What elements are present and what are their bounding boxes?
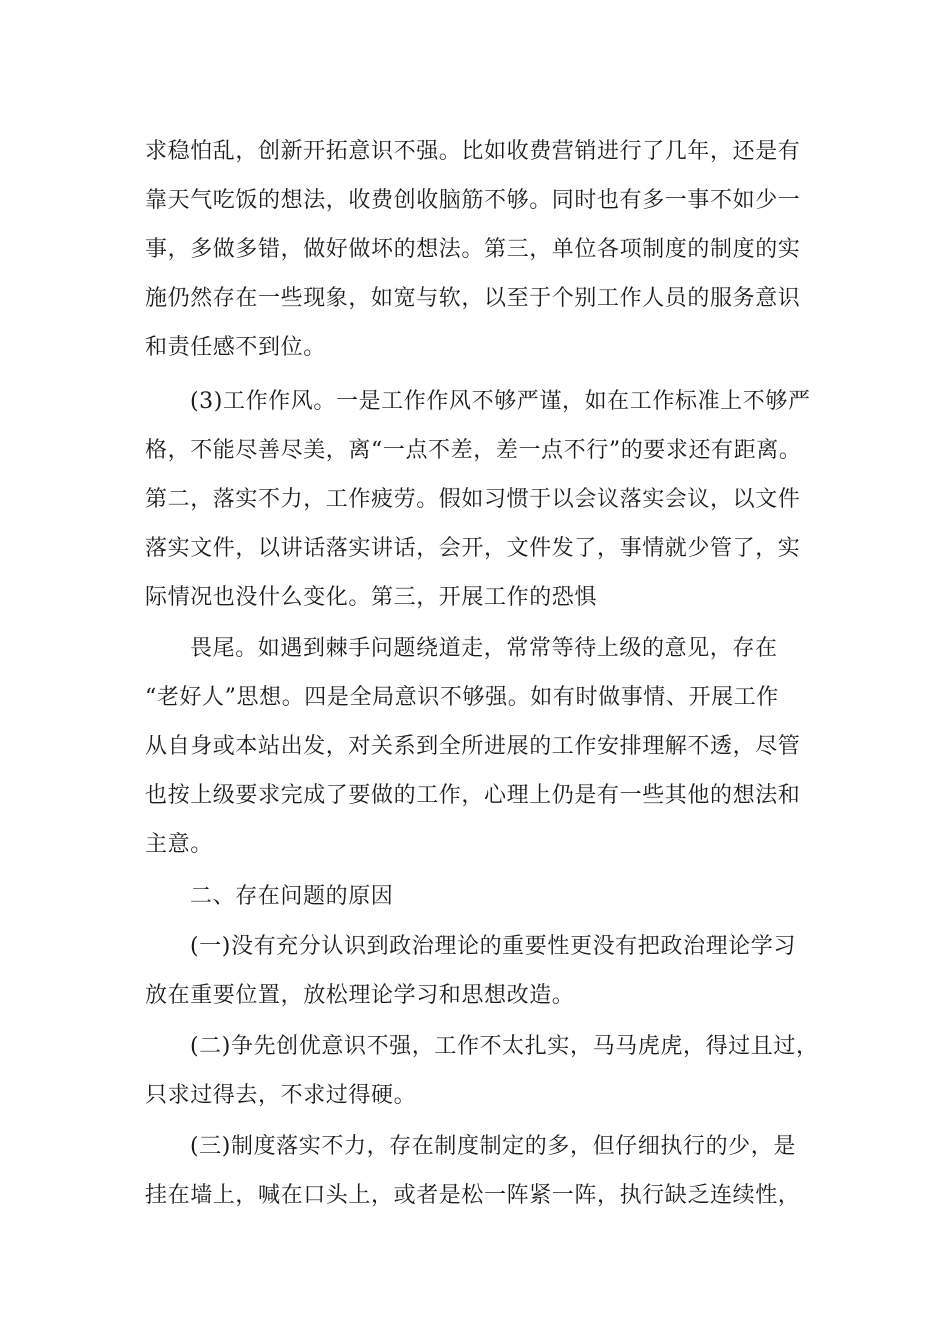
section-heading: 二、存在问题的原因 (190, 884, 394, 909)
paragraph-cause-3: (三)制度落实不力，存在制度制定的多，但仔细执行的少，是 (190, 1134, 796, 1159)
body-text-line: 第二，落实不力，工作疲劳。假如习惯于以会议落实会议，以文件 (145, 487, 801, 512)
body-text-line: 落实文件，以讲话落实讲话，会开，文件发了，事情就少管了，实 (145, 536, 801, 561)
body-text-line: 挂在墙上，喊在口头上，或者是松一阵紧一阵，执行缺乏连续性， (145, 1183, 801, 1208)
body-text-line: 也按上级要求完成了要做的工作，心理上仍是有一些其他的想法和 (145, 783, 801, 808)
body-text-line: “老好人”思想。四是全局意识不够强。如有时做事情、开展工作 (145, 685, 779, 710)
body-text-line: 格，不能尽善尽美，离“一点不差，差一点不行”的要求还有距离。 (145, 438, 802, 463)
body-text-line: 只求过得去，不求过得硬。 (145, 1083, 417, 1108)
body-text-line: 主意。 (145, 832, 213, 857)
body-text-line: 和责任感不到位。 (145, 335, 326, 360)
paragraph-cause-1: (一)没有充分认识到政治理论的重要性更没有把政治理论学习 (190, 934, 796, 959)
body-text-line: 畏尾。如遇到棘手问题绕道走，常常等待上级的意见，存在 (190, 636, 778, 661)
body-text-line: 放在重要位置，放松理论学习和思想改造。 (145, 983, 575, 1008)
paragraph-cause-2: (二)争先创优意识不强，工作不太扎实，马马虎虎，得过且过， (190, 1034, 819, 1059)
body-text-line: 事，多做多错，做好做坏的想法。第三，单位各项制度的制度的实 (145, 237, 801, 262)
body-text-line: 从自身或本站出发，对关系到全所进展的工作安排理解不透，尽管 (145, 734, 801, 759)
body-text-line: 际情况也没什么变化。第三，开展工作的恐惧 (145, 585, 598, 610)
body-text-line: 施仍然存在一些现象，如宽与软，以至于个别工作人员的服务意识 (145, 286, 801, 311)
paragraph-work-style: (3)工作作风。一是工作作风不够严谨，如在工作标准上不够严 (190, 389, 811, 414)
body-text-line: 求稳怕乱，创新开拓意识不强。比如收费营销进行了几年，还是有 (145, 139, 801, 164)
body-text-line: 靠天气吃饭的想法，收费创收脑筋不够。同时也有多一事不如少一 (145, 188, 801, 213)
